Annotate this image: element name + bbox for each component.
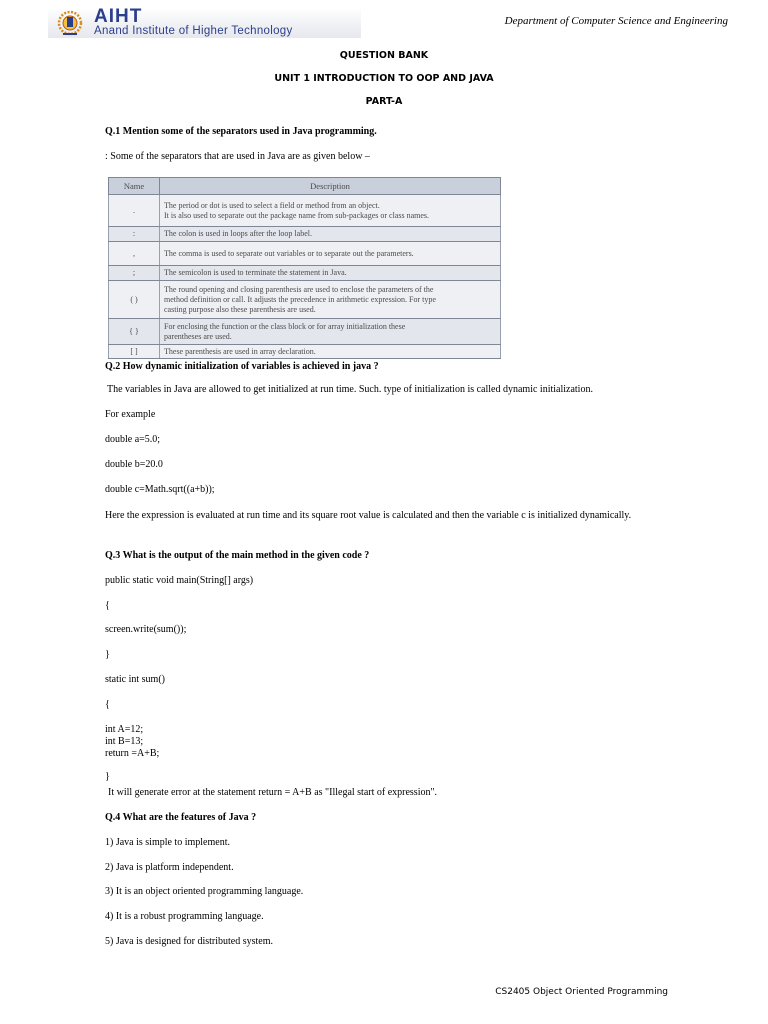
list-item: 1) Java is simple to implement. bbox=[105, 837, 230, 848]
separator-symbol: [ ] bbox=[109, 345, 160, 359]
table-row bbox=[109, 242, 501, 266]
table-row bbox=[109, 195, 501, 227]
separator-description: These parenthesis are used in array declaration. bbox=[160, 345, 501, 359]
document-title: QUESTION BANK bbox=[339, 50, 429, 61]
answer-2-explanation: Here the expression is evaluated at run time and its square root value is calculated and then the variable c is initialized dynamically. bbox=[105, 510, 632, 521]
list-item: 4) It is a robust programming language. bbox=[105, 911, 264, 922]
separator-symbol: { } bbox=[109, 319, 160, 345]
question-4: Q.4 What are the features of Java ? bbox=[105, 812, 257, 823]
answer-2: The variables in Java are allowed to get initialized at run time. Such. type of initialization is called dynamic initialization. bbox=[107, 384, 593, 395]
separator-description: The comma is used to separate out variables or to separate out the parameters. bbox=[160, 242, 501, 266]
column-header-name: Name bbox=[109, 178, 160, 195]
code-line: screen.write(sum()); bbox=[105, 624, 187, 635]
code-line: int B=13; bbox=[105, 736, 144, 747]
footer-course: CS2405 Object Oriented Programming bbox=[495, 987, 668, 997]
table-row bbox=[109, 281, 501, 319]
separator-symbol: : bbox=[109, 227, 160, 242]
code-line: int A=12; bbox=[105, 724, 144, 735]
separator-symbol: . bbox=[109, 195, 160, 227]
logo-subtitle: Anand Institute of Higher Technology bbox=[94, 25, 293, 37]
list-item: 2) Java is platform independent. bbox=[105, 862, 234, 873]
logo-title: AIHT bbox=[94, 6, 143, 27]
code-block bbox=[105, 724, 159, 760]
code-line: } bbox=[105, 649, 110, 660]
table-row bbox=[109, 227, 501, 242]
separator-symbol: ; bbox=[109, 266, 160, 281]
code-line: double a=5.0; bbox=[105, 434, 161, 445]
separator-description: The semicolon is used to terminate the statement in Java. bbox=[160, 266, 501, 281]
separator-symbol: , bbox=[109, 242, 160, 266]
separator-description: The period or dot is used to select a field or method from an object. It is also used to separate out the package name from sub-packages or class names. bbox=[160, 195, 501, 227]
institute-logo bbox=[48, 8, 361, 38]
question-1: Q.1 Mention some of the separators used in Java programming. bbox=[105, 126, 377, 137]
separator-symbol: ( ) bbox=[109, 281, 160, 319]
example-label: For example bbox=[105, 409, 156, 420]
list-item: 3) It is an object oriented programming language. bbox=[105, 886, 304, 897]
table-header-row bbox=[109, 178, 501, 195]
question-3: Q.3 What is the output of the main method in the given code ? bbox=[105, 550, 370, 561]
code-line: static int sum() bbox=[105, 674, 165, 685]
code-line: double c=Math.sqrt((a+b)); bbox=[105, 484, 215, 495]
list-item: 5) Java is designed for distributed system. bbox=[105, 936, 274, 947]
code-line: double b=20.0 bbox=[105, 459, 163, 470]
code-line: } bbox=[105, 771, 110, 782]
separators-table bbox=[108, 177, 501, 359]
separator-description: The round opening and closing parenthesis are used to enclose the parameters of the method definition or call. It adjusts the precedence in arithmetic expression. For type casting purpose also these parenthesis are used. bbox=[160, 281, 501, 319]
table-row bbox=[109, 266, 501, 281]
table-row bbox=[109, 345, 501, 359]
code-line: { bbox=[105, 699, 110, 710]
department-name: Department of Computer Science and Engineering bbox=[504, 15, 728, 27]
answer-3: It will generate error at the statement return = A+B as "Illegal start of expression". bbox=[108, 787, 438, 798]
code-line: return =A+B; bbox=[105, 748, 160, 759]
code-line: public static void main(String[] args) bbox=[105, 575, 254, 586]
column-header-description: Description bbox=[160, 178, 501, 195]
table-row bbox=[109, 319, 501, 345]
unit-title: UNIT 1 INTRODUCTION TO OOP AND JAVA bbox=[274, 73, 494, 84]
code-line: { bbox=[105, 600, 110, 611]
institute-emblem-icon bbox=[50, 8, 90, 38]
answer-1-intro: : Some of the separators that are used in Java are as given below – bbox=[105, 151, 370, 162]
separator-description: For enclosing the function or the class block or for array initialization these parentheses are used. bbox=[160, 319, 501, 345]
question-2: Q.2 How dynamic initialization of variables is achieved in java ? bbox=[105, 361, 379, 372]
part-title: PART-A bbox=[365, 96, 403, 107]
separator-description: The colon is used in loops after the loop label. bbox=[160, 227, 501, 242]
